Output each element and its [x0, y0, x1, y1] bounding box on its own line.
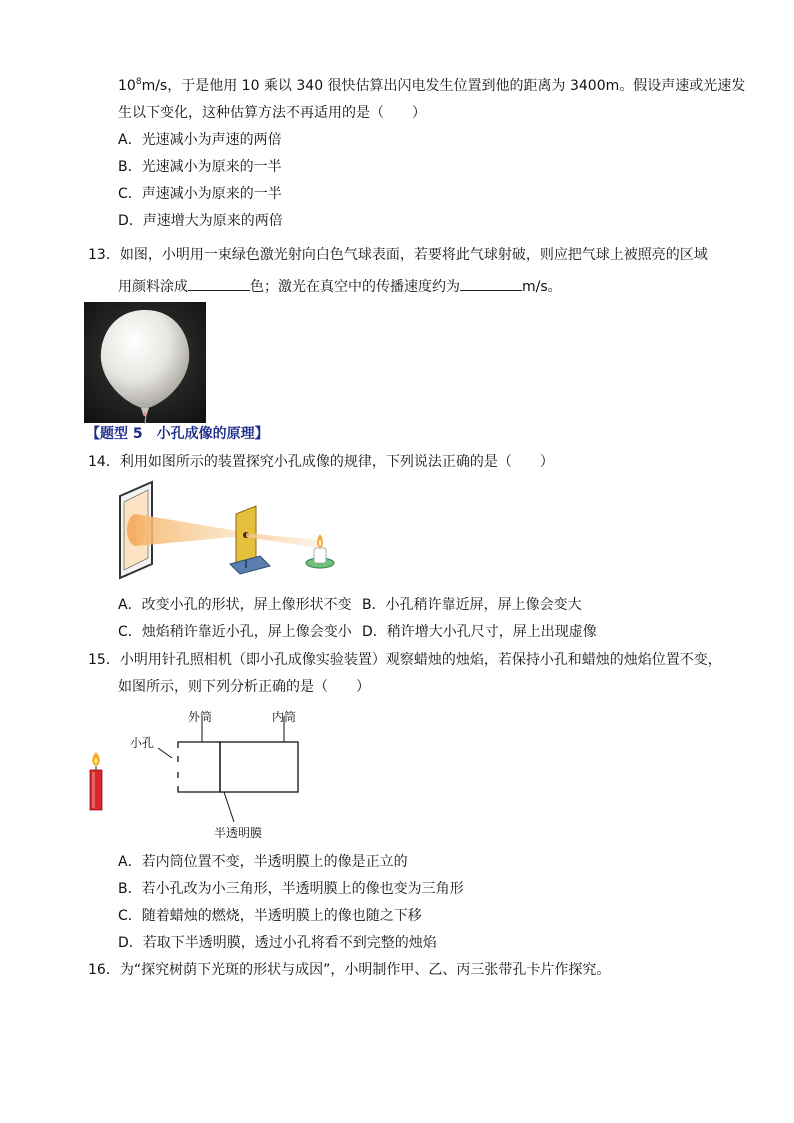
- q12-line1: [118, 76, 745, 98]
- q15-line1: 15．小明用针孔照相机（即小孔成像实验装置）观察蜡烛的烛焰，若保持小孔和蜡烛的烛焰位置不变，: [88, 652, 722, 668]
- q12-option-b: B．光速减小为原来的一半: [118, 159, 282, 175]
- label-translucent-film: 半透明膜: [214, 826, 263, 840]
- q12-num-exponent: 8: [135, 77, 142, 87]
- q15-line2: 如图所示，则下列分析正确的是（ ）: [118, 679, 370, 695]
- balloon-photo: [84, 302, 206, 423]
- q15-option-d: D．若取下半透明膜，透过小孔将看不到完整的烛焰: [118, 935, 437, 951]
- q15-option-b: B．若小孔改为小三角形，半透明膜上的像也变为三角形: [118, 881, 464, 897]
- q15-option-a: A．若内筒位置不变，半透明膜上的像是正立的: [118, 854, 408, 870]
- q14-option-a: A．改变小孔的形状，屏上像形状不变: [118, 597, 352, 613]
- label-inner-tube: 内筒: [272, 710, 297, 724]
- q12-line2: 生以下变化，这种估算方法不再适用的是（ ）: [118, 105, 426, 121]
- q13-text-a: 用颜料涂成: [118, 279, 188, 295]
- q15-option-c: C．随着蜡烛的燃烧，半透明膜上的像也随之下移: [118, 908, 422, 924]
- q13-line2: [118, 276, 562, 297]
- q13-blank-speed: [460, 276, 522, 291]
- q16-line1: 16．为“探究树荫下光斑的形状与成因”，小明制作甲、乙、丙三张带孔卡片作探究。: [88, 962, 611, 978]
- q12-option-d: D．声速增大为原来的两倍: [118, 213, 283, 229]
- q14-option-d: D．稍许增大小孔尺寸，屏上出现虚像: [362, 624, 597, 640]
- q13-text-c: m/s。: [522, 279, 562, 295]
- pinhole-apparatus-figure: [110, 478, 342, 584]
- q14-option-b: B．小孔稍许靠近屏，屏上像会变大: [362, 597, 582, 613]
- label-outer-tube: 外筒: [188, 710, 213, 724]
- label-pinhole: 小孔: [130, 736, 155, 750]
- q13-text-b: 色；激光在真空中的传播速度约为: [250, 279, 460, 295]
- q13-blank-color: [188, 276, 250, 291]
- section-heading: 【题型 5 小孔成像的原理】: [86, 426, 269, 442]
- q13-line1: 13．如图，小明用一束绿色激光射向白色气球表面，若要将此气球射破，则应把气球上被照亮的区域: [88, 247, 708, 263]
- q12-option-c: C．声速减小为原来的一半: [118, 186, 282, 202]
- q12-num-base: 10: [118, 78, 136, 94]
- q14-stem: 14．利用如图所示的装置探究小孔成像的规律，下列说法正确的是（ ）: [88, 454, 554, 470]
- q12-line1-text: m/s，于是他用 10 乘以 340 很快估算出闪电发生位置到他的距离为 3400m。假设声速或光速发: [141, 78, 746, 94]
- q14-option-c: C．烛焰稍许靠近小孔，屏上像会变小: [118, 624, 352, 640]
- q12-option-a: A．光速减小为声速的两倍: [118, 132, 282, 148]
